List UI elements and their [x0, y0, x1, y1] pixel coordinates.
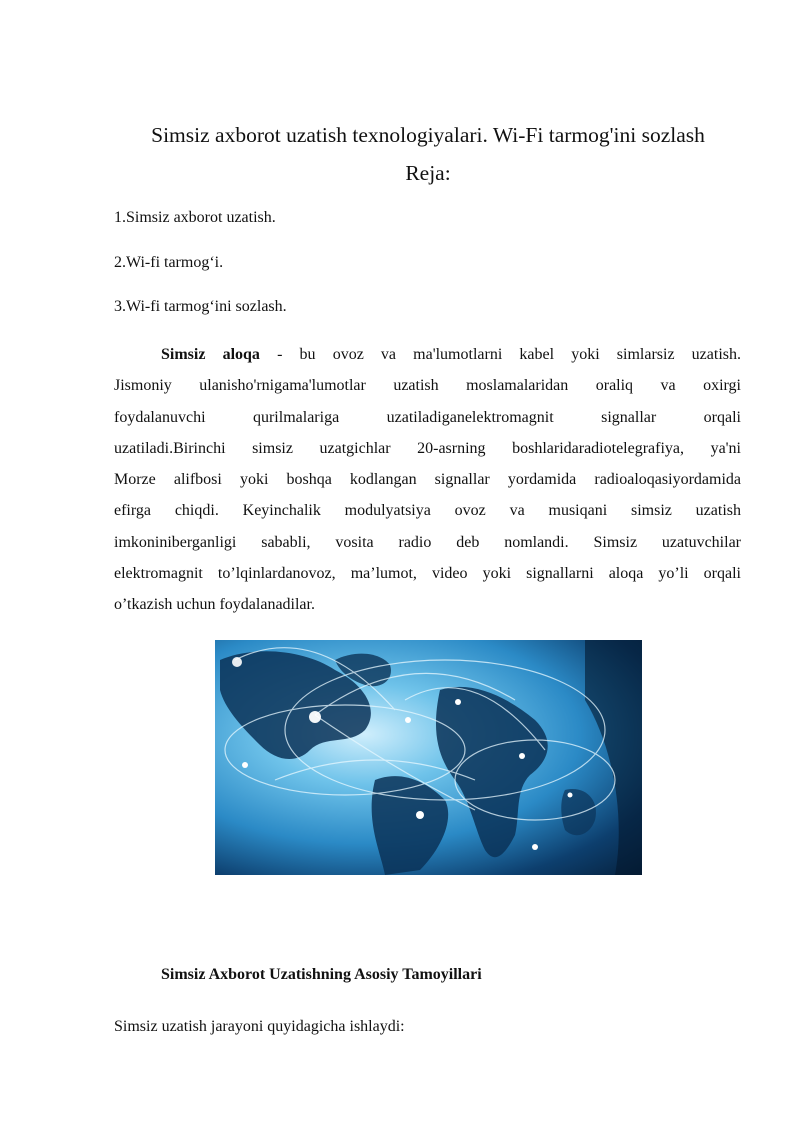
plan-item-3: 3.Wi-fi tarmog‘ini sozlash. — [114, 298, 287, 315]
paragraph-line: elektromagnit to’lqinlardanovoz, ma’lumot, video yoki signallarni aloqa yo’li orqali — [114, 565, 741, 583]
paragraph-line — [114, 339, 741, 370]
paragraph-line-text: - bu ovoz va ma'lumotlarni kabel yoki simlarsiz uzatish. — [259, 346, 741, 363]
paragraph-line: Morze alifbosi yoki boshqa kodlangan signallar yordamida radioaloqasiyordamida — [114, 471, 741, 489]
bold-term: Simsiz aloqa — [161, 346, 260, 363]
plan-item-2: 2.Wi-fi tarmog‘i. — [114, 254, 224, 271]
plan-heading: Reja: — [405, 161, 451, 185]
paragraph-line: imkoniniberganligi sababli, vosita radio deb nomlandi. Simsiz uzatuvchilar — [114, 533, 741, 551]
paragraph-line: o’tkazish uchun foydalanadilar. — [114, 596, 315, 614]
section-heading: Simsiz Axborot Uzatishning Asosiy Tamoyillari — [161, 966, 482, 983]
plan-item-1: 1.Simsiz axborot uzatish. — [114, 209, 276, 226]
section-intro: Simsiz uzatish jarayoni quyidagicha ishlaydi: — [114, 1018, 405, 1035]
paragraph-line: uzatiladi.Birinchi simsiz uzatgichlar 20-asrning boshlaridaradiotelegrafiya, ya'ni — [114, 439, 741, 457]
world-network-image — [215, 640, 642, 875]
globe-network-illustration — [215, 640, 642, 875]
paragraph-line: foydalanuvchi qurilmalariga uzatiladiganelektromagnit signallar orqali — [114, 408, 741, 426]
paragraph-line: efirga chiqdi. Keyinchalik modulyatsiya ovoz va musiqani simsiz uzatish — [114, 502, 741, 520]
document-title: Simsiz axborot uzatish texnologiyalari. Wi-Fi tarmog'ini sozlash — [151, 123, 705, 147]
paragraph-line: Jismoniy ulanisho'rnigama'lumotlar uzatish moslamalaridan oraliq va oxirgi — [114, 377, 741, 395]
body-paragraph — [114, 339, 741, 621]
